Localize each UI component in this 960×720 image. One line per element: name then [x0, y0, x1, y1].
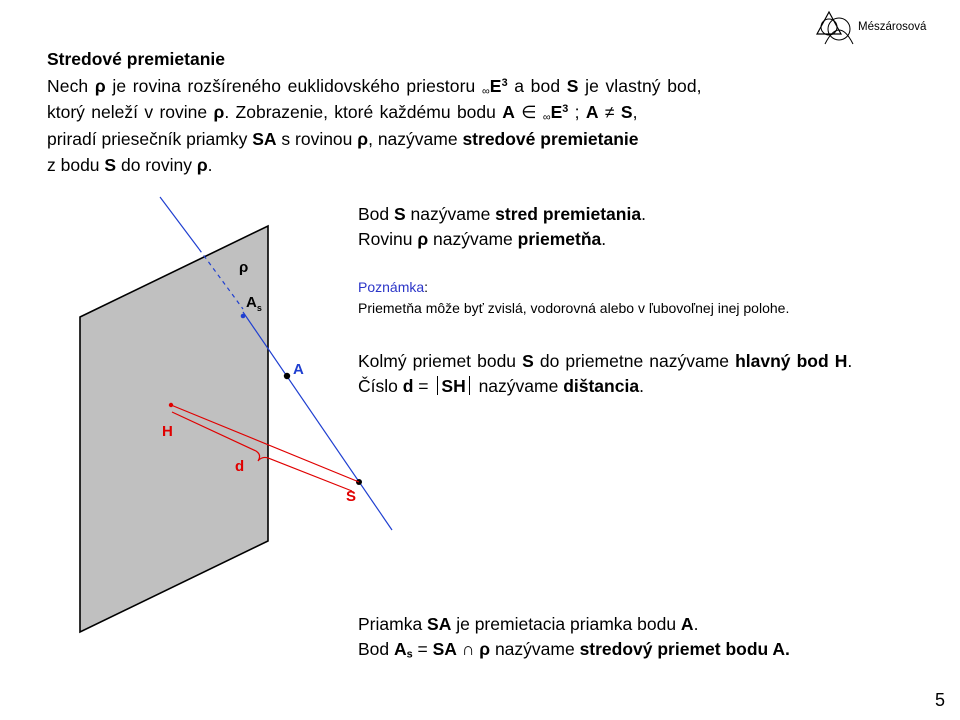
section-title: Stredové premietanie — [47, 49, 225, 69]
author-name: Mészárosová — [858, 21, 927, 33]
label-a: A — [293, 361, 304, 378]
projecting-line-upper — [160, 197, 199, 249]
label-s: S — [346, 488, 357, 505]
intro-line-4: z bodu S do roviny ρ. — [47, 155, 213, 175]
note-text: Priemetňa môže byť zvislá, vodorovná alebo v ľubovoľnej inej polohe. — [358, 300, 790, 316]
projection-plane — [80, 226, 268, 632]
label-d: d — [235, 458, 245, 475]
label-h: H — [162, 423, 173, 440]
intro-line-1: Nech ρ je rovina rozšíreného euklidovského priestoru $_\infty E^3$ a bod S je vlastný bod, — [47, 75, 702, 98]
point-a — [284, 373, 290, 379]
central-projection-definition: Bod $A_s$ = SA ∩ ρ nazývame stredový priemet bodu A. — [358, 638, 790, 661]
page-number: 5 — [935, 690, 946, 710]
projection-line-definition: Priamka SA je premietacia priamka bodu A. — [358, 614, 699, 634]
definition-center: Bod S nazývame stred premietania. — [358, 204, 646, 224]
label-rho: ρ — [239, 259, 249, 276]
point-h — [169, 403, 173, 407]
distance-definition: Číslo d = SH nazývame dištancia. — [358, 375, 644, 396]
intro-line-2: ktorý neleží v rovine ρ. Zobrazenie, ktoré každému bodu A ∈ $_\infty E^3$ ; A ≠ S, — [47, 102, 638, 124]
principal-point-definition: Kolmý priemet bodu S do priemetne nazývame hlavný bod H. — [358, 351, 853, 371]
point-as — [241, 314, 246, 319]
note-heading: Poznámka: — [358, 279, 429, 295]
label-as: $A_s$ — [246, 294, 262, 313]
definition-plane: Rovinu ρ nazývame priemetňa. — [358, 228, 607, 249]
intro-line-3: priradí priesečník priamky SA s rovinou ρ, nazývame stredové premietanie — [47, 128, 639, 149]
